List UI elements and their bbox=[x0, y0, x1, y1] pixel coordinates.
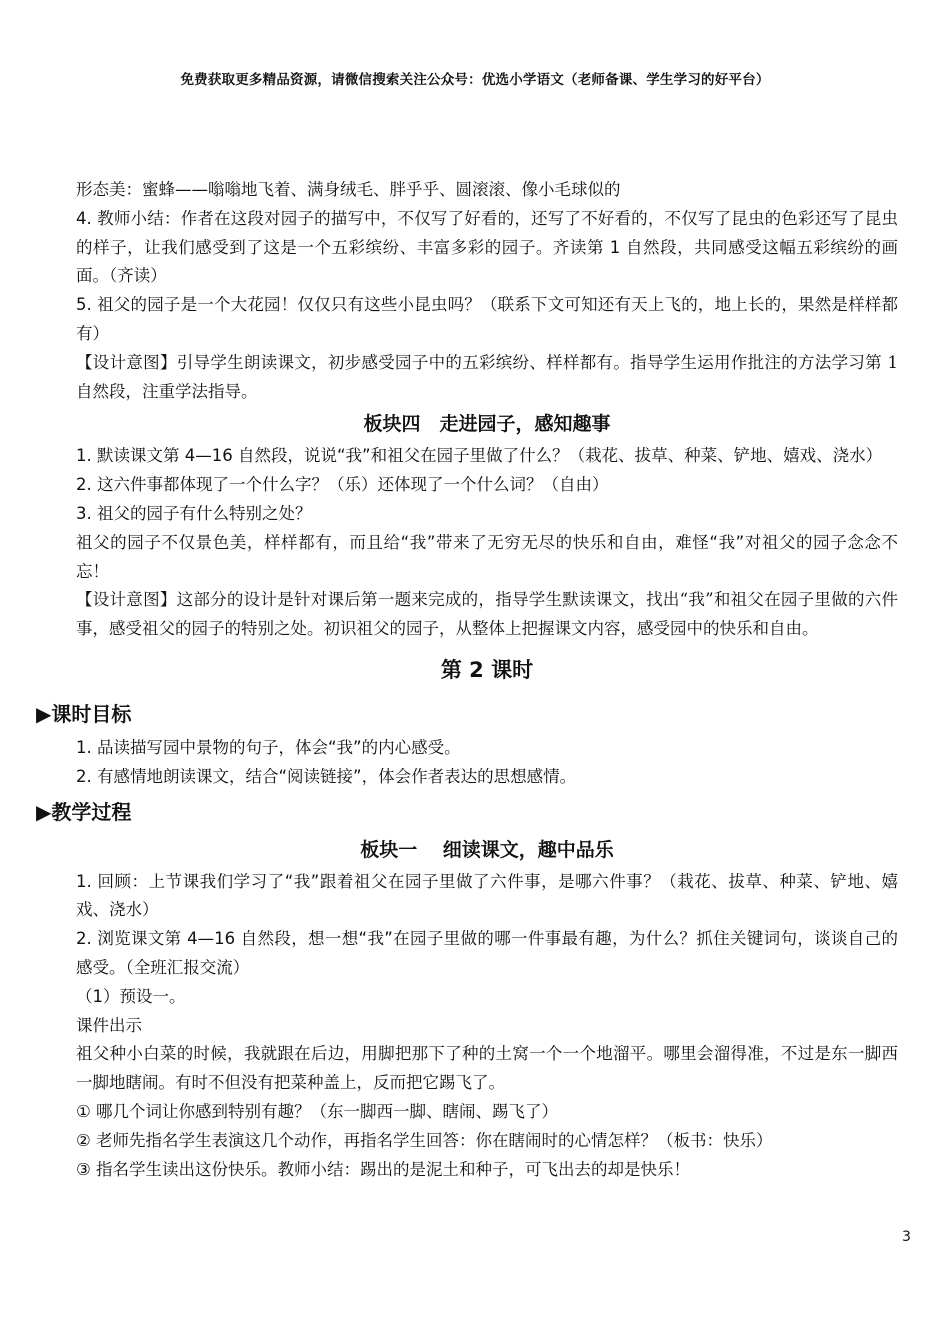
document-body bbox=[36, 176, 898, 1184]
paragraph: 形态美：蜜蜂——嗡嗡地飞着、满身绒毛、胖乎乎、圆滚滚、像小毛球似的 bbox=[76, 180, 621, 199]
paragraph: 1. 回顾：上节课我们学习了“我”跟着祖父在园子里做了六件事，是哪六件事？（栽花、拔草、种菜、铲地、嬉戏、浇水） bbox=[76, 871, 898, 920]
courseware-quote: 祖父种小白菜的时候，我就跟在后边，用脚把那下了种的土窝一个一个地溜平。哪里会溜得准，不过是东一脚西一脚地瞎闹。有时不但没有把菜种盖上，反而把它踢飞了。 bbox=[76, 1044, 898, 1093]
paragraph: 课件出示 bbox=[76, 1015, 142, 1035]
lesson-title: 第 2 课时 bbox=[440, 657, 534, 682]
page-number: 3 bbox=[902, 1229, 911, 1245]
paragraph: 4. 教师小结：作者在这段对园子的描写中，不仅写了好看的，还写了不好看的，不仅写了昆虫的色彩还写了昆虫的样子，让我们感受到了这是一个五彩缤纷、丰富多彩的园子。齐读第 1 自然段，共同感受这幅五彩缤纷的画面。（齐读） bbox=[76, 208, 898, 286]
paragraph: （1）预设一。 bbox=[76, 986, 186, 1006]
question-item: ① 哪几个词让你感到特别有趣？（东一脚西一脚、瞎闹、踢飞了） bbox=[76, 1101, 559, 1121]
paragraph: 1. 默读课文第 4—16 自然段，说说“我”和祖父在园子里做了什么？（栽花、拔草、种菜、铲地、嬉戏、浇水） bbox=[76, 446, 883, 466]
paragraph: 3. 祖父的园子有什么特别之处？ bbox=[76, 503, 312, 523]
design-intent-paragraph: 【设计意图】引导学生朗读课文，初步感受园子中的五彩缤纷、样样都有。指导学生运用作批注的方法学习第 1 自然段，注重学法指导。 bbox=[76, 352, 898, 401]
paragraph: 2. 浏览课文第 4—16 自然段，想一想“我”在园子里做的哪一件事最有趣，为什么？抓住关键词句，谈谈自己的感受。（全班汇报交流） bbox=[76, 929, 898, 977]
question-item: ③ 指名学生读出这份快乐。教师小结：踢出的是泥土和种子，可飞出去的却是快乐！ bbox=[76, 1159, 691, 1179]
paragraph: 祖父的园子不仅景色美，样样都有，而且给“我”带来了无穷无尽的快乐和自由，难怪“我”对祖父的园子念念不忘！ bbox=[76, 532, 898, 581]
goals-heading: ▶课时目标 bbox=[36, 701, 132, 726]
goal-item: 2. 有感情地朗读课文，结合“阅读链接”，体会作者表达的思想感情。 bbox=[76, 766, 577, 786]
design-intent-paragraph: 【设计意图】这部分的设计是针对课后第一题来完成的，指导学生默读课文，找出“我”和祖父在园子里做的六件事，感受祖父的园子的特别之处。初识祖父的园子，从整体上把握课文内容，感受园中的快乐和自由。 bbox=[76, 590, 898, 639]
paragraph: 5. 祖父的园子是一个大花园！仅仅只有这些小昆虫吗？（联系下文可知还有天上飞的，地上长的，果然是样样都有） bbox=[76, 295, 898, 343]
process-heading: ▶教学过程 bbox=[36, 799, 132, 824]
question-item: ② 老师先指名学生表演这几个动作，再指名学生回答：你在瞎闹时的心情怎样？（板书：快乐） bbox=[76, 1130, 773, 1150]
goal-item: 1. 品读描写园中景物的句子，体会“我”的内心感受。 bbox=[76, 737, 461, 757]
page-header-banner: 免费获取更多精品资源，请微信搜索关注公众号：优选小学语文（老师备课、学生学习的好平台） bbox=[180, 72, 770, 88]
section-title-block4: 板块四 走进园子，感知趣事 bbox=[363, 413, 611, 436]
section-title-block1: 板块一 细读课文，趣中品乐 bbox=[360, 838, 614, 861]
paragraph: 2. 这六件事都体现了一个什么字？（乐）还体现了一个什么词？（自由） bbox=[76, 475, 609, 495]
